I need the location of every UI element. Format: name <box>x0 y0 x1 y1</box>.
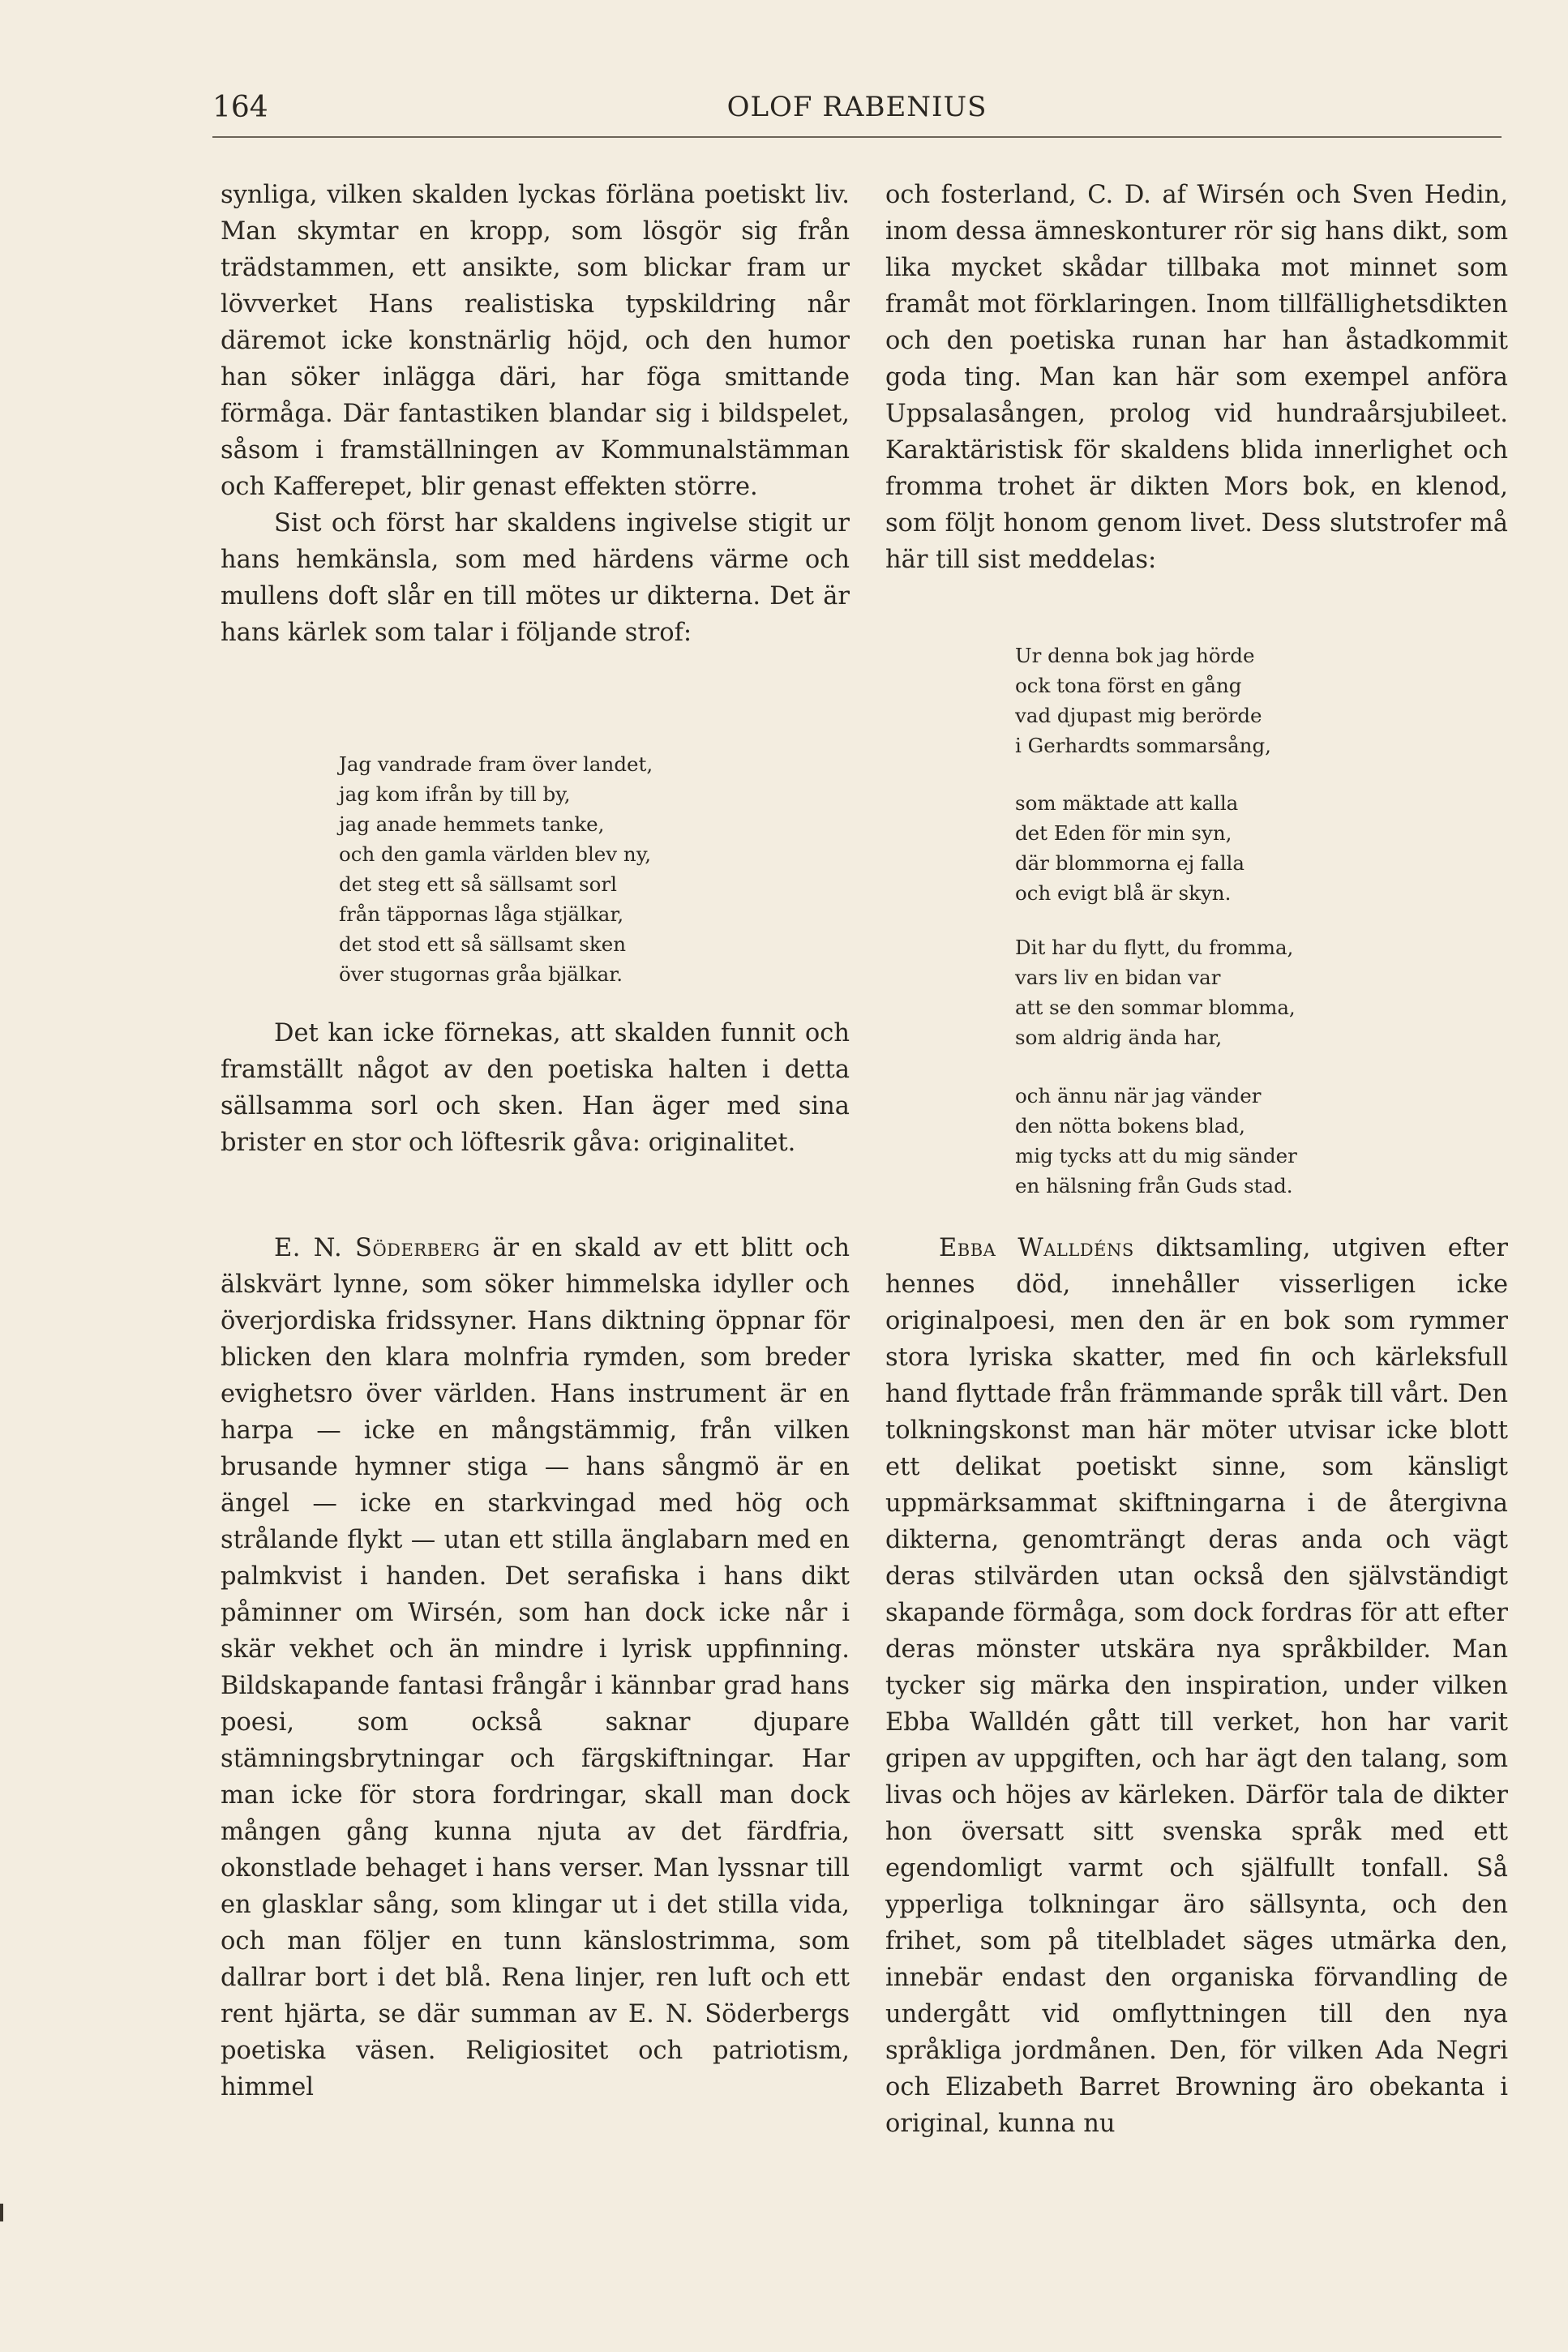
poem-line: som mäktade att kalla <box>1015 791 1239 815</box>
poem-mors-bok-2 <box>1015 788 1245 908</box>
poem-line: och ännu när jag vänder <box>1015 1084 1262 1107</box>
page-number: 164 <box>212 91 268 124</box>
paragraph: synliga, vilken skalden lyckas förläna poetiskt liv. Man skymtar en kropp, som lösgör sig från trädstammen, ett ansikte, som blickar fram ur lövverket Hans realistiska typskildring når däremot icke konstnärlig höjd, och den humor han söker inlägga däri, har föga smittande förmåga. Där fantastiken blandar sig i bildspelet, såsom i framställningen av Kommunalstämman och Kafferepet, blir genast effekten större. <box>221 181 850 501</box>
poem-line: en hälsning från Guds stad. <box>1015 1174 1293 1197</box>
poem-line: det steg ett så sällsamt sorl <box>339 872 617 896</box>
paragraph-wallden <box>885 1230 1508 2142</box>
poem-line: och evigt blå är skyn. <box>1015 881 1232 905</box>
paragraph: Det kan icke förnekas, att skalden funnit och framställt något av den poetiska halten i detta sällsamma sorl och sken. Han äger med sina brister en stor och löftesrik gåva: originalitet. <box>221 1019 850 1157</box>
poem-line: från täppornas låga stjälkar, <box>339 902 624 926</box>
running-head: OLOF RABENIUS <box>726 91 987 123</box>
poem-line: i Gerhardts sommarsång, <box>1015 734 1271 757</box>
poem-stanza <box>1015 640 1271 760</box>
poem-line: över stugornas gråa bjälkar. <box>339 962 623 986</box>
poem-line: att se den sommar blomma, <box>1015 996 1296 1019</box>
poem-line: som aldrig ända har, <box>1015 1026 1223 1049</box>
poem-line: ock tona först en gång <box>1015 674 1242 697</box>
poem-stanza <box>1015 1081 1297 1201</box>
poem-stanza <box>1015 788 1245 908</box>
page-header <box>212 91 1502 133</box>
poem-mors-bok-4 <box>1015 1081 1297 1201</box>
poem-line: vars liv en bidan var <box>1015 966 1221 989</box>
poem-hemmets <box>339 749 653 989</box>
left-column-conclusion <box>221 1015 850 1161</box>
poem-line: vad djupast mig berörde <box>1015 704 1262 727</box>
poem-line: Dit har du flytt, du fromma, <box>1015 936 1294 959</box>
poem-mors-bok <box>1015 640 1271 760</box>
poem-line: den nötta bokens blad, <box>1015 1114 1245 1137</box>
author-name: E. N. Söderberg <box>274 1234 480 1262</box>
paragraph-body: diktsamling, utgiven efter hennes död, innehåller visserligen icke originalpoesi, men den är en bok som rymmer stora lyriska skatter, med fin och kärleksfull hand flyttade från främmande språk till vårt. Den tolkningskonst man här möter utvisar icke blott ett delikat poetiskt sinne, som känsligt uppmärksammat skiftningarna i de återgivna dikterna, genomträngt deras anda och vägt deras stilvärden utan också den självständigt skapande förmåga, som dock fordras för att efter deras mönster utskära nya språkbilder. Man tycker sig märka den inspiration, under vilken Ebba Walldén gått till verket, hon har varit gripen av uppgiften, och har ägt den talang, som livas och höjes av kärleken. Därför tala de dikter hon översatt sitt svenska språk med ett egendomligt varmt och själfullt tonfall. Så ypperliga tolkningar äro sällsynta, och den frihet, som på titelbladet säges utmärka den, innebär endast den organiska förvandling de undergått vid omflyttningen till den nya språkliga jordmånen. Den, för vilken Ada Negri och Elizabeth Barret Browning äro obekanta i original, kunna nu <box>885 1234 1508 2138</box>
paragraph-soderberg <box>221 1230 850 2106</box>
poem-stanza <box>1015 932 1296 1052</box>
scan-edge-mark <box>0 2204 3 2221</box>
poem-line: det Eden för min syn, <box>1015 821 1232 845</box>
right-column-upper <box>885 177 1508 578</box>
right-column-lower <box>885 1230 1508 2142</box>
poem-line: det stod ett så sällsamt sken <box>339 932 626 956</box>
paragraph-body: är en skald av ett blitt och älskvärt lynne, som söker himmelska idyller och överjordiska fridssyner. Hans diktning öppnar för blicken den klara molnfria rymden, som breder evighetsro över världen. Hans instrument är en harpa — icke en mångstämmig, från vilken brusande hymner stiga — hans sångmö är en ängel — icke en starkvingad med hög och strålande flykt — utan ett stilla änglabarn med en palmkvist i handen. Det serafiska i hans dikt påminner om Wirsén, som han dock icke når i skär vekhet och än mindre i lyrisk uppfinning. Bildskapande fantasi frångår i kännbar grad hans poesi, som också saknar djupare stämningsbrytningar och färgskiftningar. Har man icke för stora fordringar, skall man dock mången gång kunna njuta av det färdfria, okonstlade behaget i hans verser. Man lyssnar till en glasklar sång, som klingar ut i det stilla vida, och man följer en tunn känslostrimma, som dallrar bort i det blå. Rena linjer, ren luft och ett rent hjärta, se där summan av E. N. Söderbergs poetiska väsen. Religiositet och patriotism, himmel <box>221 1234 850 2101</box>
poem-line: och den gamla världen blev ny, <box>339 842 652 866</box>
poem-line: Jag vandrade fram över landet, <box>339 752 653 776</box>
header-rule <box>212 136 1502 138</box>
poem-line: jag anade hemmets tanke, <box>339 812 605 836</box>
left-column-upper <box>221 177 850 651</box>
paragraph: och fosterland, C. D. af Wirsén och Sven Hedin, inom dessa ämneskonturer rör sig hans dikt, som lika mycket skådar tillbaka mot minnet som framåt mot förklaringen. Inom tillfällighetsdikten och den poetiska runan har han åstadkommit goda ting. Man kan här som exempel anföra Uppsalasången, prolog vid hundraårsjubileet. Karaktäristisk för skaldens blida innerlighet och fromma trohet är dikten Mors bok, en klenod, som följt honom genom livet. Dess slutstrofer må här till sist meddelas: <box>885 181 1508 574</box>
author-name: Ebba Walldéns <box>939 1234 1134 1262</box>
poem-mors-bok-3 <box>1015 932 1296 1052</box>
poem-line: Ur denna bok jag hörde <box>1015 644 1255 667</box>
poem-line: mig tycks att du mig sänder <box>1015 1144 1297 1167</box>
paragraph: Sist och först har skaldens ingivelse stigit ur hans hemkänsla, som med härdens värme och mullens doft slår en till mötes ur dikterna. Det är hans kärlek som talar i följande strof: <box>221 509 850 647</box>
poem-line: jag kom ifrån by till by, <box>339 782 571 806</box>
left-column-lower <box>221 1230 850 2106</box>
poem-line: där blommorna ej falla <box>1015 851 1245 875</box>
